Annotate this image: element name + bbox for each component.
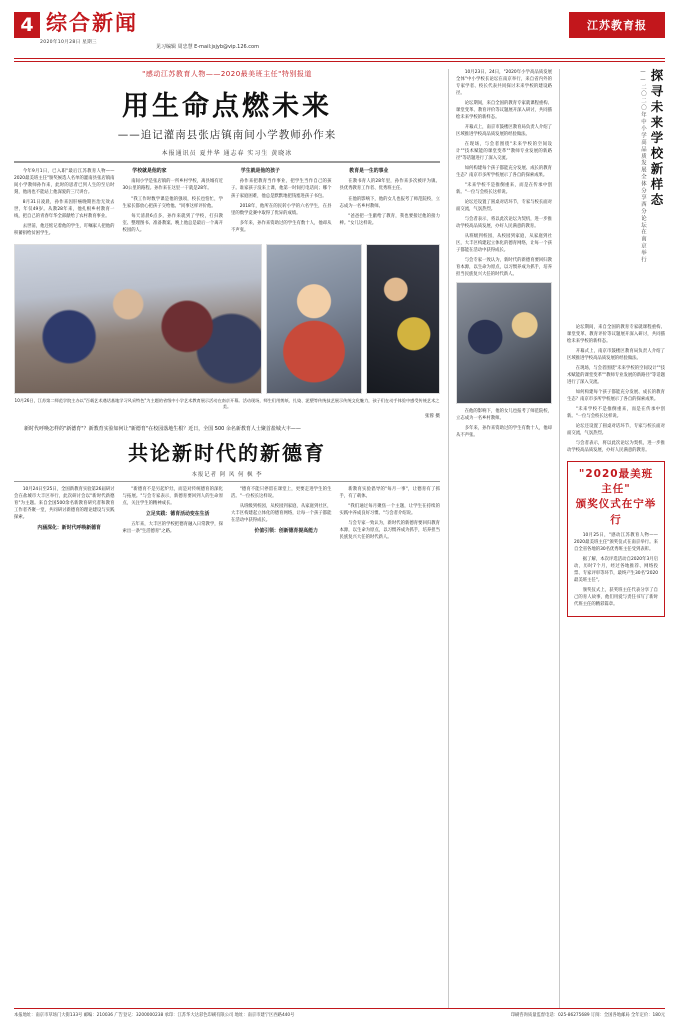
paragraph: 如何构建每个孩子都能充分发展、成长的教育生态？南京市多所学校展示了各自的探索成果。: [567, 389, 665, 402]
paragraph: 10月24日至25日，全国新教育实验第26届研讨会在盐城市大丰区举行，此次研讨会以"新时代新德育"为主题。来自全国500余名新教育研究者和教育工作者齐聚一堂，共同研讨新德育的理论建设与实践探索。: [14, 487, 115, 521]
paragraph: 如何构建每个孩子都能充分发展、成长的教育生态？南京市多所学校展示了各自的探索成果。: [456, 165, 552, 178]
paragraph: 2018年，他所在的民转小学的六名学生，在县里的数学竞赛中取得了优异的成绩。: [231, 203, 332, 216]
paragraph: 从班级到校园，从校园到家庭，从家庭到社区，大丰区构建起立体化的德育网络，让每一个孩子都能在活动中获得成长。: [456, 234, 552, 254]
paragraph: 与会者表示，将以此次论坛为契机，进一步推动学校高品质发展，办好人民满意的教育。: [456, 217, 552, 230]
article1-subhead: ——追记灌南县张店镇南间小学教师孙作来: [117, 128, 337, 141]
article2-rule: [14, 481, 440, 482]
section-heading: 价值引领：创新德育提高能力: [254, 528, 318, 535]
paragraph: 8月31日凌晨，孙作来因肝癌晚期医治无效去世，年仅49岁。从教28年来，他扎根乡村教育一线，把自己的青春年华全部献给了农村教育事业。: [14, 199, 115, 219]
paragraph: 颁奖仪式上，获奖班主任代表分享了自己的育人故事，他们用爱与责任书写了新时代班主任的精彩篇章。: [574, 588, 658, 608]
paragraph: 论坛期间，来自全国的教育专家就课程重构、课堂变革、教育评价等议题展开深入研讨，共同描绘未来学校的新样态。: [567, 324, 665, 344]
paragraph: "新德育不是另起炉灶，而是对传统德育的深化与拓展。"与会专家表示，新德育要回到人的生命原点，关注学生的精神成长。: [122, 487, 223, 507]
section-title: 综合新闻: [46, 11, 138, 35]
article1-headline: 用生命点燃未来: [122, 90, 332, 122]
photo-students-crafts: [14, 244, 262, 394]
article1-body: [14, 168, 440, 237]
right-column: [560, 69, 665, 1009]
paragraph: 开幕式上，南京市鼓楼区教育局负责人介绍了区域推进学校高品质发展的经验做法。: [456, 124, 552, 137]
footer-right: 印刷咨询质量监督电话：025-86275689 订阅：全国各地邮局 全年定价：180元: [510, 1013, 665, 1018]
photo-exhibition: [366, 244, 440, 394]
paragraph: "德育不能只停留在课堂上，更要走进学生的生活。"一位校长这样说。: [231, 487, 332, 500]
paragraph: 从班级到校园，从校园到家庭，从家庭到社区，大丰区构建起立体化的德育网络，让每一个孩子都能在活动中获得成长。: [231, 504, 332, 524]
paragraph: 开幕式上，南京市鼓楼区教育局负责人介绍了区域推进学校高品质发展的经验做法。: [567, 348, 665, 361]
article3-title: 探寻未来学校新样态: [649, 68, 664, 208]
paragraph: "未来学校不是推倒重来，而是在传承中创新。"一位与会校长这样说。: [567, 406, 665, 419]
section-heading: 学校就是他的家: [132, 167, 167, 174]
paragraph: 每天清晨6点多，孙作来就到了学校，打扫教室、整理图书、准备教案。晚上他总是最后一个离开校园的人。: [122, 213, 223, 233]
column-layout: [14, 69, 665, 1009]
section-heading: 学生就是他的孩子: [240, 167, 280, 174]
article1-byline: 本报通讯员 夏井华 通志春 实习生 黄晓冰: [161, 149, 293, 157]
masthead: [14, 10, 665, 56]
paragraph: 在教书育人的28年里，孙作来多次被评为镇、县优秀教育工作者、优秀班主任。: [339, 179, 440, 192]
paragraph: 10月23日、24日，"2020年小学高品质发展全体"中小学校长论坛在南京举行，来自省内外的专家学者、校长代表共同探讨未来学校的建设路径。: [456, 69, 552, 96]
section-heading: 内涵深化：新时代呼唤新德育: [37, 525, 101, 532]
masthead-rule-2: [14, 61, 665, 62]
main-column: [14, 69, 448, 1009]
photo-child-closeup: [266, 244, 362, 394]
paragraph: 10月25日，"感动江苏教育人物——2020最美班主任"颁奖仪式在南京举行。来自全省各地的30名优秀班主任受到表彰。: [574, 532, 658, 552]
paragraph: "未来学校不是推倒重来，而是在传承中创新。"一位与会校长这样说。: [456, 182, 552, 195]
article2-byline: 本报记者 阿 风 何 枫 李: [191, 472, 263, 479]
paragraph: 新教育实验倡导的"每月一事"，让德育有了抓手，有了载体。: [339, 487, 440, 500]
paragraph: 在现场，与会者围绕"未来学校的空间设计""技术赋能的课堂变革""教师专业发展的新路径"等话题进行了深入交流。: [567, 365, 665, 385]
photo-caption-text: 10月26日，江苏第二师范学院主办以"百载艺术遇话基地学习风采特色"为主题的省级中小学艺术教育展示活动在南京开幕。活动现场，师生们用剪纸、扎染、泥塑等传统技艺展示传统文化魅力，孩子们在动手体验中感受传统艺术之美。: [14, 397, 440, 410]
paragraph: "爸爸把一生献给了教育，我也要接过他的接力棒。"女儿这样说。: [339, 213, 440, 226]
byline-rule: [14, 161, 440, 163]
page-number-badge: 4: [14, 12, 40, 38]
page-footer: [14, 1008, 665, 1018]
paragraph: 在他的影响下，他的女儿也报考了师范院校，立志成为一名乡村教师。: [339, 196, 440, 209]
paragraph: 今年9月1日，已入职"最后江苏教育人物——2020最美班主任"颁奖候选人名单的灌南县张店镇南间小学教师孙作来，此时的思者已到人生的至后时刻，他再也不能站上他深爱的三尺讲台。: [14, 168, 115, 195]
paragraph: "我们通过每月聚焦一个主题，让学生在持续的实践中养成良好习惯。"与会者介绍说。: [339, 504, 440, 517]
date-line: 2020年10月28日 星期三: [40, 40, 97, 45]
article2-headline: 共论新时代的新德育: [128, 441, 326, 466]
footer-left: 本报地址：南京市草场门大街133号 邮编：210036 广告登记：3200000238 承印：江苏华大达彩色印刷有限公司 地址：南京市建宁区西路440号: [14, 1013, 295, 1018]
paragraph: "我工作时数学课是他的强项，校长也怕忙，学生家长都放心把孩子交给他。"同事这样评价他。: [122, 196, 223, 209]
award-box-title: [574, 467, 658, 528]
paragraph: 多年来，孙作来资助过的学生有数十人，他却从不声张。: [456, 426, 552, 439]
paragraph: 论坛还设置了圆桌对话环节，专家与校长面对面交流，气氛热烈。: [456, 200, 552, 213]
photo-row: [14, 244, 440, 394]
paragraph: 去世前，他还惦记着他的学生，叮嘱家人把他的积蓄捐给贫困学生。: [14, 223, 115, 236]
paragraph: 与会者表示，将以此次论坛为契机，进一步推动学校高品质发展，办好人民满意的教育。: [567, 440, 665, 453]
paragraph: 南间小学是张店镇的一所乡村学校，离县城有近30公里的路程。孙作来在这里一干就是28年。: [122, 179, 223, 192]
paragraph: 孙作来把教育当作事业，把学生当作自己的孩子。谁家孩子没来上课，他第一时间打电话问；哪个孩子家庭困难，他总是默默地把钱塞进孩子书包。: [231, 179, 332, 199]
paper-logo: 江苏教育报: [569, 12, 665, 38]
article1-kicker: "感动江苏教育人物——2020最美班主任"特别报道: [142, 69, 312, 78]
photo-credit: 张蓉 摄: [424, 413, 440, 419]
section-heading: 教育是一生的事业: [349, 167, 389, 174]
award-title-line1: "2020最美班主任": [578, 468, 654, 496]
paragraph: 据了解，本次评选活动自2020年3月启动，历时7个月，经过各地推荐、网络投票、专家评审等环节，最终产生30名"2020最美班主任"。: [574, 556, 658, 584]
paragraph: 与会专家一致认为，新时代的新德育要回归教育本源，以生命为原点，以习惯养成为抓手，培养担当民族复兴大任的时代新人。: [339, 521, 440, 541]
award-box-body: [574, 532, 658, 608]
award-title-line2: 颁奖仪式在宁举行: [575, 498, 657, 526]
article3-body: [567, 324, 665, 455]
article3-title-block: [567, 69, 665, 319]
section-heading: 立足实践：德育活动变在生活: [145, 511, 210, 518]
paragraph: 在现场，与会者围绕"未来学校的空间设计""技术赋能的课堂变革""教师专业发展的新路径"等话题进行了深入交流。: [456, 141, 552, 161]
article2-lead: 新时代呼唤怎样的"新德育"？新教育实验如何让"新德育"在校园落地生根？近日，全国 500 余名新教育人士聚首盐城大丰——: [24, 425, 301, 432]
article3-subtitle: ——二〇二〇年中小学高品质发展全体分享西分论坛在南京举行: [640, 68, 646, 263]
paragraph: 与会专家一致认为，新时代的新德育要回归教育本源，以生命为原点，以习惯养成为抓手，培养担当民族复兴大任的时代新人。: [456, 258, 552, 278]
paragraph: 多年来，孙作来资助过的学生有数十人，他却从不声张。: [231, 220, 332, 233]
article2-body: [14, 487, 440, 542]
middle-column: [448, 69, 560, 1009]
award-box: [567, 461, 665, 617]
photo-caption: [14, 398, 440, 420]
middle-column-body: [456, 69, 552, 279]
photo-forum: [456, 282, 552, 404]
paragraph: 论坛还设置了圆桌对话环节，专家与校长面对面交流，气氛热烈。: [567, 423, 665, 436]
paragraph: 论坛期间，来自全国的教育专家就课程重构、课堂变革、教育评价等议题展开深入研讨，共同描绘未来学校的新样态。: [456, 100, 552, 120]
paragraph: 在他的影响下，他的女儿也报考了师范院校，立志成为一名乡村教师。: [456, 409, 552, 422]
paragraph: 五年来，大丰区的学校把德育融入日常教学，探索出一条"生活德育"之路。: [122, 522, 223, 534]
masthead-rule: [14, 58, 665, 59]
editor-email: 见习编辑 周忠慧 E-mail:jsjyb@vip.126.com: [156, 44, 259, 50]
